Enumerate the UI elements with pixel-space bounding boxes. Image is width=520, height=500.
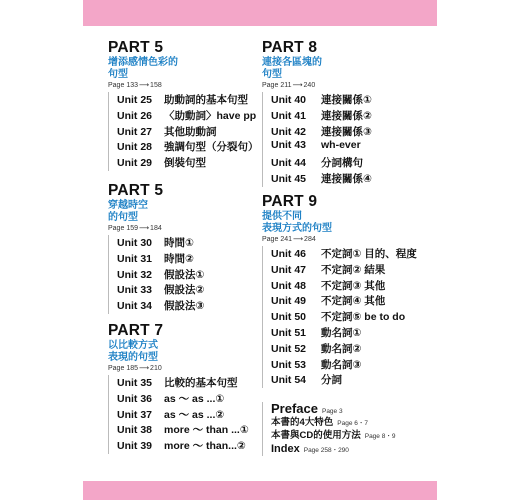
unit-list — [262, 92, 437, 187]
unit-list — [262, 246, 437, 388]
unit-item[interactable]: Unit 49 不定詞④ 其他 — [271, 295, 386, 308]
part-page-range: Page 241⟶284 — [262, 236, 316, 243]
part-subtitle: 提供不同 表現方式的句型 — [262, 211, 332, 234]
unit-item[interactable]: Unit 37 as ～ as ...② — [117, 408, 225, 421]
unit-list — [108, 235, 258, 314]
part-subtitle: 增添感情色彩的 句型 — [108, 57, 178, 80]
unit-item[interactable]: Unit 52 動名詞② — [271, 342, 362, 355]
unit-item[interactable]: Unit 44 分詞構句 — [271, 157, 363, 170]
unit-item[interactable]: Unit 34 假設法③ — [117, 300, 205, 313]
unit-item[interactable]: Unit 39 more ～ than...② — [117, 440, 246, 453]
unit-item[interactable]: Unit 47 不定詞② 結果 — [271, 263, 386, 276]
bottom-pink-band — [83, 481, 437, 500]
unit-item[interactable]: Unit 41 連接關係② — [271, 109, 372, 122]
part-page-range: Page 133⟶158 — [108, 82, 162, 89]
unit-item[interactable]: Unit 28 強調句型（分裂句） — [117, 141, 259, 154]
top-pink-band — [83, 0, 437, 26]
arrow-icon: ⟶ — [139, 82, 150, 89]
unit-list — [108, 375, 258, 454]
unit-item[interactable]: Unit 48 不定詞③ 其他 — [271, 279, 386, 292]
unit-item[interactable]: Unit 54 分詞 — [271, 374, 342, 387]
arrow-icon: ⟶ — [293, 236, 304, 243]
unit-item[interactable]: Unit 40 連接關係① — [271, 94, 372, 106]
arrow-icon: ⟶ — [139, 225, 150, 232]
arrow-icon: ⟶ — [139, 365, 150, 372]
unit-item[interactable]: Unit 50 不定詞⑤ be to do — [271, 311, 406, 324]
unit-list — [108, 92, 258, 171]
arrow-icon: ⟶ — [292, 82, 303, 89]
unit-item[interactable]: Unit 29 倒裝句型 — [117, 157, 206, 170]
features-entry[interactable]: 本書的4大特色 Page 6・7 — [271, 417, 369, 429]
part-page-range: Page 211⟶240 — [262, 82, 316, 89]
unit-item[interactable]: Unit 25 助動詞的基本句型 — [117, 94, 248, 106]
front-back-matter-list — [262, 402, 437, 456]
index-entry[interactable]: Index Page 258・290 — [271, 443, 349, 456]
part-page-range: Page 185⟶210 — [108, 365, 162, 372]
unit-item[interactable]: Unit 35 比較的基本句型 — [117, 377, 238, 389]
part-title: PART 7 — [108, 322, 164, 339]
unit-item[interactable]: Unit 33 假設法② — [117, 284, 205, 297]
part-block — [108, 323, 258, 454]
unit-item[interactable]: Unit 36 as ～ as ...① — [117, 392, 225, 405]
preface-entry[interactable]: Preface Page 3 — [271, 401, 343, 417]
unit-item[interactable]: Unit 31 時間② — [117, 252, 194, 265]
unit-item[interactable]: Unit 53 動名詞③ — [271, 358, 362, 371]
left-column — [108, 40, 258, 454]
part-block — [108, 183, 258, 323]
unit-item[interactable]: Unit 38 more ～ than ...① — [117, 424, 249, 437]
part-title: PART 9 — [262, 193, 318, 210]
unit-item[interactable]: Unit 27 其他助動詞 — [117, 125, 217, 138]
unit-item[interactable]: Unit 43 wh-ever — [271, 139, 361, 152]
unit-item[interactable]: Unit 51 動名詞① — [271, 326, 362, 339]
part-title: PART 5 — [108, 39, 164, 56]
unit-item[interactable]: Unit 30 時間① — [117, 237, 194, 249]
part-block — [108, 40, 258, 183]
part-block — [262, 40, 437, 194]
unit-item[interactable]: Unit 42 連接關係③ — [271, 125, 372, 138]
part-block — [262, 194, 437, 388]
right-column — [262, 40, 437, 456]
part-subtitle: 穿越時空 的句型 — [108, 200, 148, 223]
part-title: PART 5 — [108, 182, 164, 199]
usage-entry[interactable]: 本書與CD的使用方法 Page 8・9 — [271, 430, 396, 442]
unit-item[interactable]: Unit 46 不定詞① 目的、程度 — [271, 248, 417, 260]
part-title: PART 8 — [262, 39, 318, 56]
part-subtitle: 以比較方式 表現的句型 — [108, 340, 158, 363]
unit-item[interactable]: Unit 26 〈助動詞〉have pp — [117, 109, 257, 122]
unit-item[interactable]: Unit 45 連接關係④ — [271, 172, 372, 185]
part-subtitle: 連接各區塊的 句型 — [262, 57, 322, 80]
unit-item[interactable]: Unit 32 假設法① — [117, 268, 205, 281]
part-page-range: Page 159⟶184 — [108, 225, 162, 232]
